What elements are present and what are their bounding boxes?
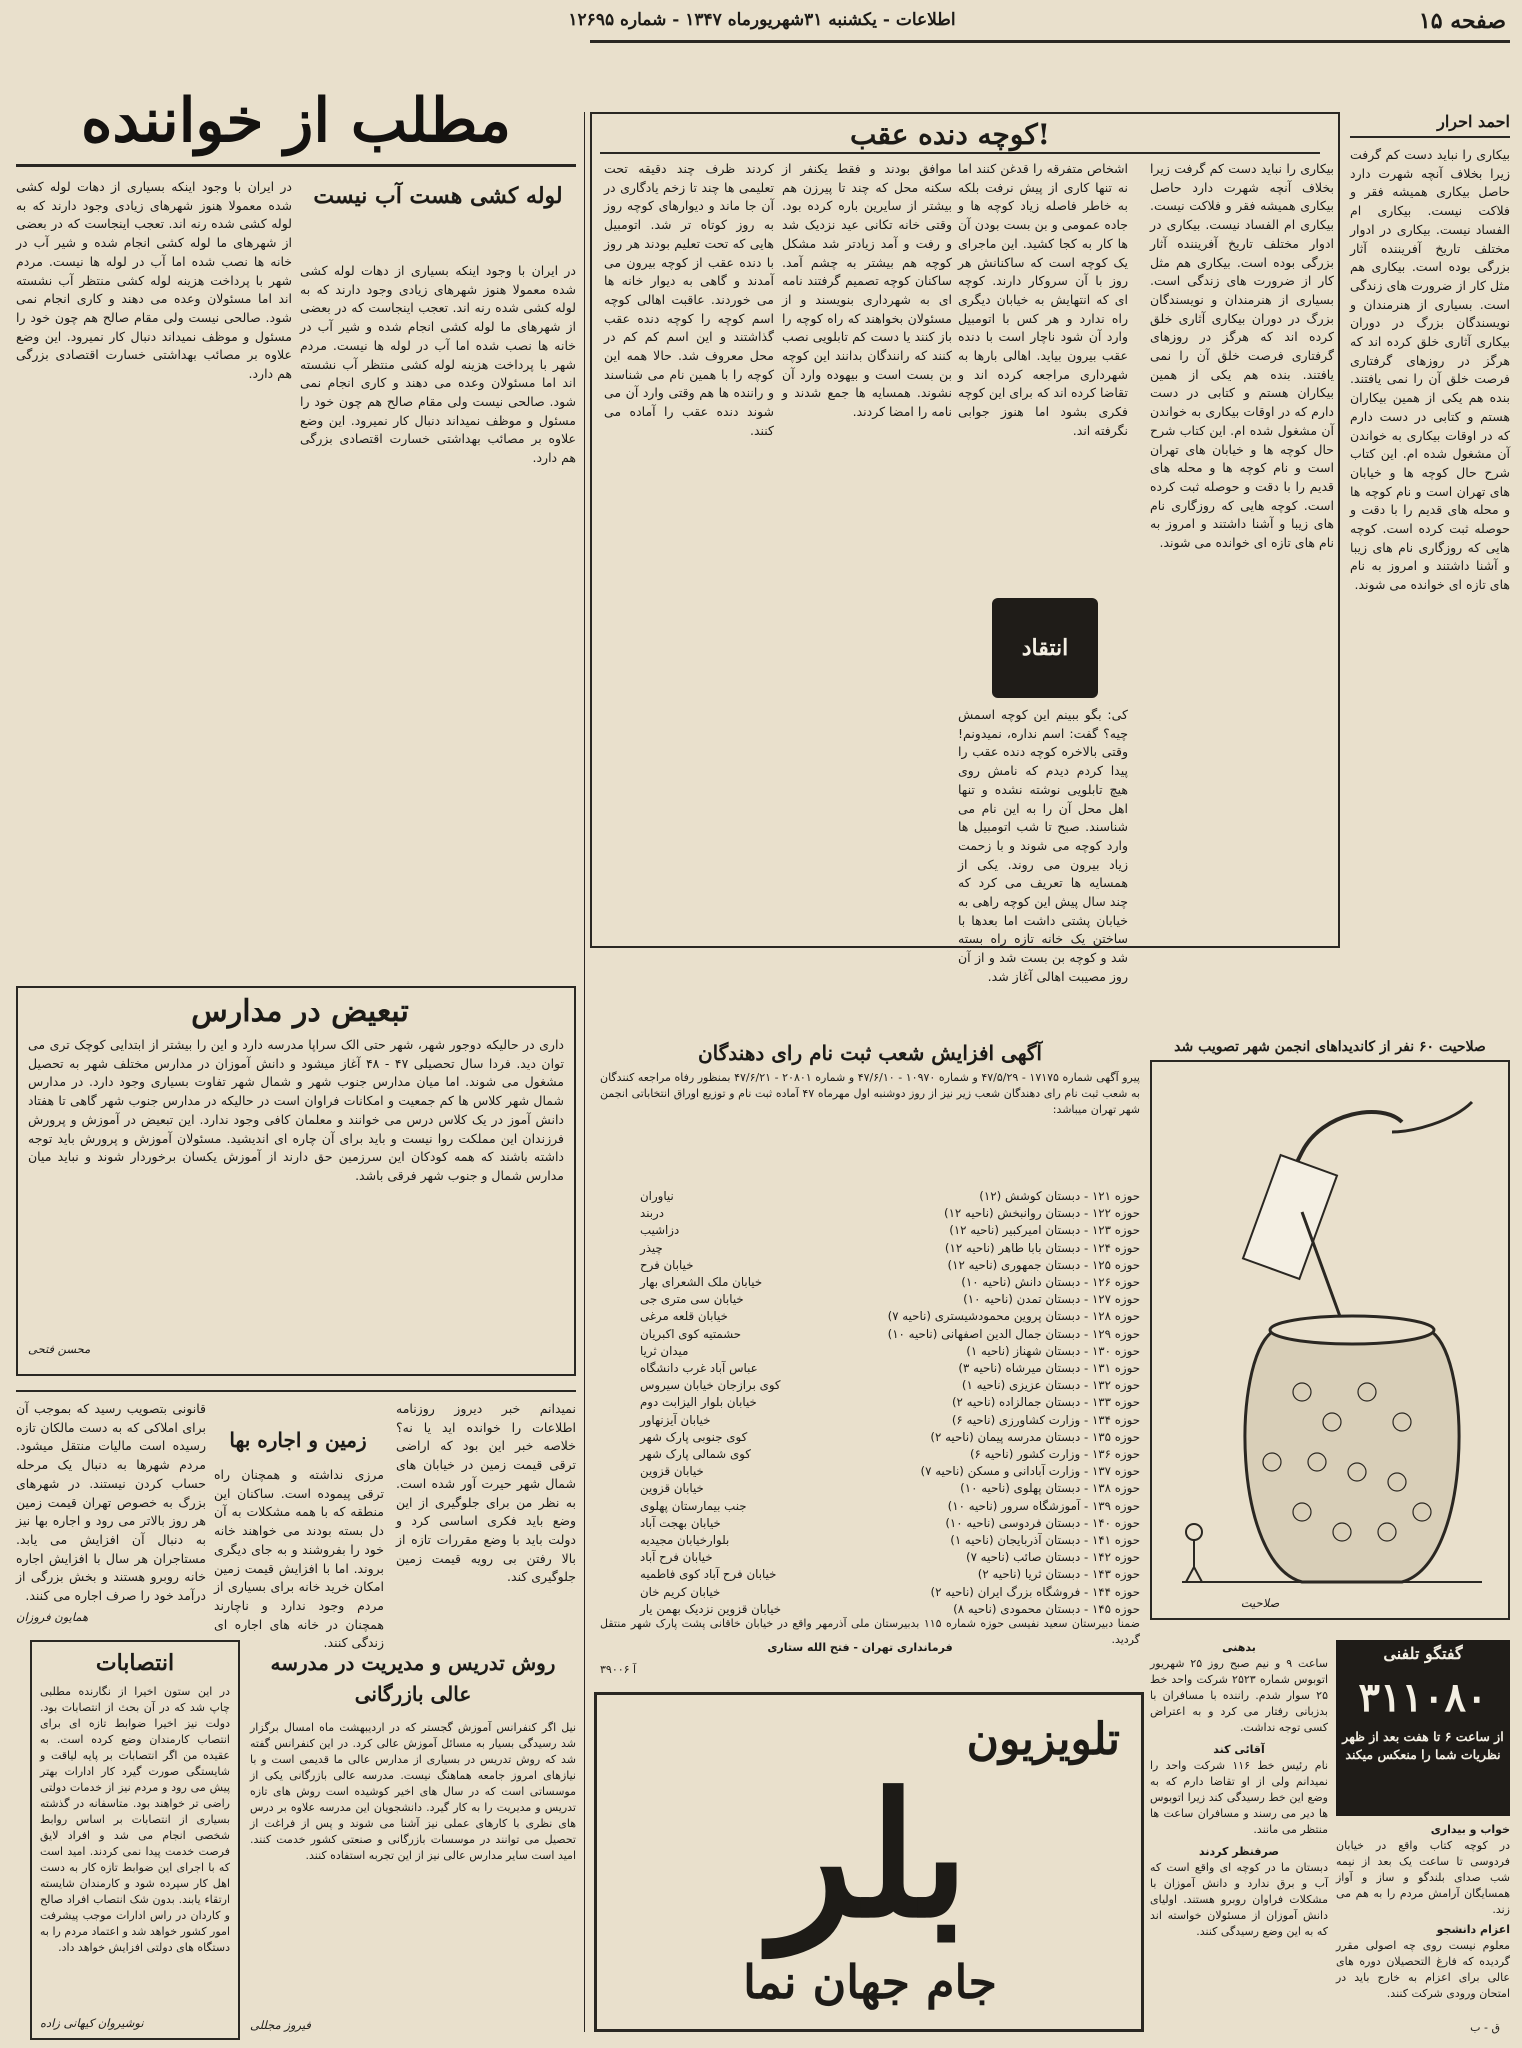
ad-notice-code: آ ۳۹۰۰۶	[600, 1663, 637, 1676]
footer-corner: ق - ب	[1470, 2021, 1500, 2034]
precinct-location: خیابان قزوین	[640, 1481, 704, 1496]
piping-text-a: در ایران با وجود اینکه بسیاری از دهات لوله کشی شده معمولا هنوز شهرهای زیادی وجود دارند که به لوله کشی شده رنه اند. تعجب اینجاست که در بعضی از شهرهای ما لوله کشی انجام شده و شیر آب در خانه ها نصب شده اما آب در لوله ها نیست. مردم شهر با پرداخت هزینه لوله کشی منتظر آب نشسته اند اما مسئولان وعده می دهند و کاری انجام نمی شود. صالحی نیست ولی مقام صالح هم چون خود را مسئول و موظف نمیداند دنبال کار نمیرود. این وضع علاوه بر مصائب بهداشتی خسارت اقتصادی بزرگی هم دارد.	[16, 179, 292, 382]
precinct-row	[640, 1188, 1140, 1205]
precinct-row	[640, 1463, 1140, 1480]
tv-ad-brand: بلر	[771, 1756, 969, 1956]
precinct-name: حوزه ۱۳۵ - دبستان مدرسه پیمان (ناحیه ۲)	[930, 1429, 1140, 1444]
precinct-name: حوزه ۱۲۱ - دبستان کوشش (۱۲)	[979, 1189, 1140, 1203]
phone-caption: از ساعت ۶ تا هفت بعد از ظهر نظریات شما را منعکس میکند	[1342, 1729, 1504, 1762]
precinct-name: حوزه ۱۲۲ - دبستان روانبخش (ناحیه ۱۲)	[943, 1206, 1140, 1221]
precinct-name: حوزه ۱۳۱ - دبستان میرشاه (ناحیه ۳)	[958, 1361, 1140, 1376]
publication-line: اطلاعات - یکشنبه ۳۱شهریورماه ۱۳۴۷ - شماره ۱۲۶۹۵	[568, 10, 956, 30]
discrimination-text: داری در حالیکه دوجور شهر، شهر حتی الک سراپا مدرسه دارد و این را بیشتر از ابتدایی کوچک تری می توان دید. فردا سال تحصیلی ۴۷ - ۴۸ آغاز میشود و دانش آموزان در مدارس مختلف شهر به تحصیل مشغول می شوند. اما میان مدارس جنوب شهر و شمال شهر تفاوت بسیاری وجود دارد. در مدارس شمال شهر کلاس ها کم جمعیت و امکانات فراوان است در حالیکه در مدارس جنوب شهر گاهی تا هفتاد دانش آموز در یک کلاس درس می خوانند و معلمان کافی وجود ندارد. این تبعیض در آموزش و پرورش فرزندان این مملکت روا نیست و باید برای آن چاره ای اندیشید. مسئولان آموزش و پرورش باید توجه داشته باشند که همه کودکان این سرزمین حق دارند از آموزش یکسان برخوردار شوند و نباید میان مدارس شمال و جنوب شهر فرقی باشد.	[28, 1037, 564, 1183]
management-text: نیل اگر کنفرانس آموزش گجستر که در اردیبهشت ماه امسال برگزار شد رسیدگی بسیار به مسائل آموزش عالی کرد. در این کنفرانس گفته شد که روش تدریس در بسیاری از مدارس عالی ما قدیمی است و با نیازهای امروز جامعه هماهنگ نیست. مدرسه عالی بازرگانی یکی از موسساتی است که در سال های اخیر کوشیده است روش های تازه تدریس و مدیریت را به کار گیرد. دانشجویان این مدرسه علاوه بر درس های نظری با کارهای عملی نیز آشنا می شوند و پس از فراغت از تحصیل می توانند در موسسات بازرگانی و صنعتی کشور خدمت کنند. امید است سایر مدارس عالی نیز از این تجربه استفاده کنند.	[250, 1721, 576, 1862]
precinct-location: خیابان سی متری جی	[640, 1292, 744, 1307]
precinct-name: حوزه ۱۳۰ - دبستان شهناز (ناحیه ۱)	[966, 1343, 1140, 1358]
alley-author: احمد احرار	[1350, 112, 1510, 138]
precinct-name: حوزه ۱۲۹ - دبستان جمال الدین اصفهانی (ناحیه ۱۰)	[887, 1326, 1140, 1341]
banner-title	[16, 76, 576, 166]
precinct-row	[640, 1446, 1140, 1463]
precinct-location: خیابان فرح آباد کوی فاطمیه	[640, 1567, 777, 1582]
alley-dialog: کی: بگو ببینم این کوچه اسمش چیه؟ گفت: اسم نداره، نمیدونم! وقتی بالاخره کوچه دنده عقب را پیدا کردم دیدم که نامش روی هیچ تابلویی نوشته نشده و تنها اهل محل آن را به این نام می شناسند. صبح تا شب اتومبیل ها وارد کوچه می شوند و با زحمت زیاد بیرون می روند. یکی از همسایه ها تعریف می کرد که چند سال پیش این کوچه راهی به خیابان پشتی داشت اما بعدها با ساختن یک خانه تازه راه بسته شد و کوچه بن بست شد و از آن روز مصیبت اهالی آغاز شد.	[958, 707, 1128, 984]
phone-item-text: معلوم نیست روی چه اصولی مقرر گردیده که فارغ التحصیلان دوره های عالی برای اعزام به خارج باید در امتحان ورودی شرکت کنند.	[1336, 1939, 1510, 2000]
complaints-column	[1150, 1640, 1328, 2040]
precinct-row	[640, 1549, 1140, 1566]
land-col-c: نمیدانم خبر دیروز روزنامه اطلاعات را خوانده اید یا نه؟ خلاصه خبر این بود که اراضی ترقی قیمت زمین در خیابان های شمال شهر حیرت آور شده است. به نظر من برای جلوگیری از این وضع باید فکری اساسی کرد و دولت باید با وضع مقررات تازه از بالا رفتن بی رویه قیمت زمین جلوگیری کند.	[396, 1401, 576, 1585]
complaint-text: ساعت ۹ و نیم صبح روز ۲۵ شهریور اتوبوس شماره ۲۵۲۳ شرکت واحد خط ۲۵ سوار شدم. راننده با مسافران با بدزبانی رفتار می کرد و به اعتراض کسی توجه نداشت.	[1150, 1657, 1329, 1734]
precinct-location: چیذر	[640, 1240, 663, 1255]
land-title: زمین و اجاره بها	[229, 1428, 367, 1452]
precinct-location: خیابان بهجت آباد	[640, 1515, 721, 1530]
alley-col2: اشخاص متفرقه را قدغن کنند اما نه تنها کاری از پیش نرفت بلکه به خاطر فاصله زیاد کوچه ها و جاده عمومی و بن بست بودن آن ها کار به کجا کشید. این ماجرای یک کوچه است که ساکنانش هر روز با آن سروکار دارند. کوچه ای که انتهایش به خیابان دیگری راه ندارد و هر کس با اتومبیل وارد آن شود ناچار است با دنده عقب بیرون بیاید. اهالی بارها به شهرداری مراجعه کرده اند و تقاضا کرده اند که برای این کوچه فکری بشود اما هنوز جوابی نگرفته اند.	[958, 161, 1128, 438]
precinct-location: جنب بیمارستان پهلوی	[640, 1498, 747, 1513]
alley-col4: کردند ظرف چند دقیقه تحت تعلیمی ها چند تا زخم یادگاری در آن جا ماند و دیوارهای کوچه روز به روز کوتاه تر شد. اتومبیل هایی که تحت تعلیم بودند هر روز با دنده عقب از کوچه بیرون می آمدند و گاهی به دیوار خانه ها می خوردند. عاقبت اهالی کوچه اسم کوچه را کوچه دنده عقب گذاشتند و این اسم کم کم در محل معروف شد. حالا همه این کوچه را با همین نام می شناسند و راننده ها هم وقتی وارد آن می شوند دنده عقب را آماده می کنند.	[604, 161, 774, 438]
precinct-name: حوزه ۱۴۴ - فروشگاه بزرگ ایران (ناحیه ۲)	[930, 1584, 1140, 1599]
precinct-name: حوزه ۱۳۶ - وزارت کشور (ناحیه ۶)	[969, 1447, 1140, 1462]
precinct-row	[640, 1308, 1140, 1325]
precinct-row	[640, 1326, 1140, 1343]
cartoon-caption: صلاحیت ۶۰ نفر از کاندیداهای انجمن شهر تصویب شد	[1174, 1039, 1486, 1055]
precinct-name: حوزه ۱۴۱ - دبستان آذربایجان (ناحیه ۱)	[950, 1533, 1140, 1548]
precinct-name: حوزه ۱۲۴ - دبستان بابا طاهر (ناحیه ۱۲)	[944, 1240, 1140, 1255]
land-col-b: مرزی نداشته و همچنان راه ترقی پیموده است. ساکنان این منطقه که با همه مشکلات به آن دل بسته بودند می خواهند خانه خود را بفروشند و به جای دیگری بروند. اما با افزایش قیمت زمین امکان خرید خانه برای بسیاری از مردم وجود ندارد و ناچارند همچنان در خانه های اجاره ای زندگی کنند.	[214, 1467, 384, 1651]
precinct-name: حوزه ۱۲۸ - دبستان پروین محمودشیستری (ناحیه ۷)	[887, 1309, 1140, 1324]
discrimination-author: محسن فتحی	[28, 1342, 91, 1356]
precinct-row	[640, 1343, 1140, 1360]
precinct-location: خیابان فرح	[640, 1257, 694, 1272]
precinct-location: کوی شمالی پارک شهر	[640, 1447, 751, 1462]
precinct-location: دربند	[640, 1206, 664, 1221]
piping-text-b: در ایران با وجود اینکه بسیاری از دهات لوله کشی شده معمولا هنوز شهرهای زیادی وجود دارند که به لوله کشی شده رنه اند. تعجب اینجاست که در بعضی از شهرهای ما لوله کشی انجام شده و شیر آب در خانه ها نصب شده اما آب در لوله ها نیست. مردم شهر با پرداخت هزینه لوله کشی منتظر آب نشسته اند اما مسئولان وعده می دهند و کاری انجام نمی شود. صالحی نیست ولی مقام صالح هم چون خود را مسئول و موظف نمیداند دنبال کار نمیرود. این وضع علاوه بر مصائب بهداشتی خسارت اقتصادی بزرگی هم دارد.	[300, 263, 576, 466]
phone-number: ۳۱۱۰۸۰	[1358, 1674, 1488, 1721]
precinct-location: خیابان قزوین نزدیک بهمن یار	[640, 1601, 782, 1616]
phone-item-text: در کوچه کتاب واقع در خیابان فردوسی تا ساعت یک بعد از نیمه شب صدای بلندگو و ساز و آواز همسایگان آرامش مردم را به هم می زند.	[1336, 1839, 1510, 1916]
complaint-title: صرفنظر کردند	[1199, 1845, 1279, 1858]
ad-notice-intro: پیرو آگهی شماره ۱۷۱۷۵ - ۴۷/۵/۲۹ و شماره ۱۰۹۷۰ - ۴۷/۶/۱۰ و شماره ۲۰۸۰۱ - ۴۷/۶/۲۱ بمنظور رفاه مراجعه کنندگان به شعب ثبت نام رای دهندگان شعب زیر نیز از روز دوشنبه اول مهرماه ۴۷ آماده ثبت نام و توزیع اوراق انتخاباتی انجمن شهر تهران میباشد:	[600, 1071, 1140, 1116]
cartoon-illustration	[1152, 1062, 1508, 1618]
precinct-name: حوزه ۱۳۴ - وزارت کشاورزی (ناحیه ۶)	[951, 1412, 1140, 1427]
precinct-location: نیاوران	[640, 1189, 674, 1203]
tv-ad-top: تلویزیون	[966, 1714, 1120, 1765]
alley-col1b: بیکاری را نباید دست کم گرفت زیرا بخلاف آنچه شهرت دارد حاصل بیکاری همیشه فقر و فلاکت نیست. بیکاری ام الفساد نیست. بیکاری در ادوار مختلف تاریخ آفریننده آثار بزرگی بوده است. بیکاری هم مثل کار از ضرورت های زندگی است. بسیاری از هنرمندان و نویسندگان بزرگ در دوران بیکاری آثاری خلق کرده اند که هرگز در روزهای گرفتاری فرصت خلق آن را نمی یافتند. بنده هم یکی از همین بیکاران هستم و کتابی در دست دارم که در اوقات بیکاری به خواندن آن مشغول شده ام. این کتاب شرح حال کوچه ها و خیابان های تهران است و نام کوچه ها و محله های قدیم را با دقت و حوصله ثبت کرده است. کوچه هایی که روزگاری نام های زیبا و آشنا داشتند و امروز به نام های تازه ای خوانده می شوند.	[1150, 161, 1334, 551]
management-author: فیروز مجللی	[250, 2018, 311, 2032]
alley-col1: بیکاری را نباید دست کم گرفت زیرا بخلاف آنچه شهرت دارد حاصل بیکاری همیشه فقر و فلاکت نیست. بیکاری ام الفساد نیست. بیکاری در ادوار مختلف تاریخ آفریننده آثار بزرگی بوده است. بیکاری هم مثل کار از ضرورت های زندگی است. بسیاری از هنرمندان و نویسندگان بزرگ در دوران بیکاری آثاری خلق کرده اند که هرگز در روزهای گرفتاری فرصت خلق آن را نمی یافتند. بنده هم یکی از همین بیکاران هستم و کتابی در دست دارم که در اوقات بیکاری به خواندن آن مشغول شده ام. این کتاب شرح حال کوچه ها و خیابان های تهران است و نام کوچه ها و محله های قدیم را با دقت و حوصله ثبت کرده است. کوچه هایی که روزگاری نام های زیبا و آشنا داشتند و امروز به نام های تازه ای خوانده می شوند.	[1350, 147, 1510, 593]
precinct-location: خیابان فرح آباد	[640, 1550, 713, 1565]
precinct-name: حوزه ۱۲۵ - دبستان جمهوری (ناحیه ۱۲)	[947, 1257, 1140, 1272]
precinct-location: کوی جنوبی پارک شهر	[640, 1429, 748, 1444]
precinct-row	[640, 1274, 1140, 1291]
phone-item-title: خواب و بیداری	[1430, 1823, 1510, 1836]
ad-precinct-list	[640, 1188, 1140, 1618]
precinct-location: میدان ثریا	[640, 1343, 689, 1358]
precinct-row	[640, 1257, 1140, 1274]
precinct-row	[640, 1480, 1140, 1497]
piping-title: لوله کشی هست آب نیست	[313, 183, 563, 209]
phone-box	[1336, 1640, 1510, 1816]
management-title: روش تدریس و مدیریت در مدرسه عالی بازرگانی	[270, 1651, 556, 1706]
precinct-row	[640, 1412, 1140, 1429]
precinct-location: عباس آباد غرب دانشگاه	[640, 1361, 758, 1376]
precinct-location: خیابان قلعه مرغی	[640, 1309, 728, 1324]
land-author: همایون فروزان	[16, 1610, 89, 1624]
precinct-row	[640, 1240, 1140, 1257]
precinct-name: حوزه ۱۴۰ - دبستان فردوسی (ناحیه ۱۰)	[945, 1515, 1140, 1530]
precinct-row	[640, 1532, 1140, 1549]
precinct-name: حوزه ۱۴۲ - دبستان صائب (ناحیه ۷)	[965, 1550, 1140, 1565]
precinct-row	[640, 1377, 1140, 1394]
precinct-row	[640, 1584, 1140, 1601]
ad-notice-signature: فرمانداری تهران - فتح الله ستاری	[767, 1641, 953, 1654]
precinct-row	[640, 1429, 1140, 1446]
complaint-text: دبستان ما در کوچه ای واقع است که آب و برق ندارد و دانش آموزان با مشکلات فراوان روبرو هستند. اولیای دانش آموزان از مسئولان خواسته اند که به این وضع رسیدگی کنند.	[1150, 1861, 1328, 1938]
banner-title-text: مطلب از خواننده	[80, 86, 512, 156]
precinct-location: دزاشیب	[640, 1223, 680, 1238]
page-number: صفحه ۱۵	[1418, 8, 1506, 34]
appointments-author: نوشیروان کیهانی زاده	[40, 2016, 144, 2030]
precinct-row	[640, 1360, 1140, 1377]
cartoon-artist: صلاحیت	[1240, 1596, 1280, 1610]
precinct-name: حوزه ۱۲۷ - دبستان تمدن (ناحیه ۱۰)	[963, 1292, 1140, 1307]
complaint-title: بدهنی	[1222, 1641, 1256, 1654]
discrimination-title: تبعیض در مدارس	[191, 994, 409, 1029]
column-separator	[584, 112, 585, 2032]
precinct-location: خیابان بلوار الیزابت دوم	[640, 1395, 757, 1410]
masthead-rule	[590, 40, 1510, 43]
precinct-name: حوزه ۱۳۳ - دبستان جمالزاده (ناحیه ۲)	[951, 1395, 1140, 1410]
tv-ad-bottom: جام جهان نما	[743, 1955, 997, 2009]
precinct-location: بلوارخیابان مجیدیه	[640, 1533, 730, 1548]
precinct-name: حوزه ۱۳۲ - دبستان عزیزی (ناحیه ۱)	[961, 1378, 1140, 1393]
critique-badge: انتقاد	[992, 598, 1098, 698]
precinct-name: حوزه ۱۴۵ - دبستان محمودی (ناحیه ۸)	[953, 1601, 1140, 1616]
precinct-name: حوزه ۱۳۷ - وزارت آبادانی و مسکن (ناحیه ۷)	[920, 1464, 1140, 1479]
banner-rule	[16, 164, 576, 167]
land-col-a: قانونی بتصویب رسید که بموجب آن برای املاکی که به دست مالکان تازه رسیده است مالیات منتقل میشود. مردم شهرها به دنبال یک مرحله حساب کردن نیستند. در شهرهای بزرگ به خصوص تهران قیمت زمین هر روز بالاتر می رود و اجاره بها نیز به دنبال آن افزایش می یابد. مستاجران هر سال با افزایش اجاره خانه روبرو هستند و بخش بزرگی از درآمد خود را صرف اجاره می کنند.	[16, 1401, 206, 1604]
complaint-text: نام رئیس خط ۱۱۶ شرکت واحد را نمیدانم ولی از او تقاضا دارم که به وضع این خط رسیدگی کند زیرا اتوبوس ها دیر می رسند و مسافران ساعت ها منتظر می مانند.	[1150, 1759, 1328, 1836]
precinct-location: کوی برازجان خیابان سیروس	[640, 1378, 781, 1393]
land-top-rule	[16, 1390, 576, 1392]
ad-notice-closing: ضمنا دبیرستان سعید نفیسی حوزه شماره ۱۱۵ بدبیرستان ملی آذرمهر واقع در خیابان خاقانی پشت پارک شهر منتقل گردید.	[600, 1617, 1140, 1646]
ad-notice-title: آگهی افزایش شعب ثبت نام رای دهندگان	[697, 1041, 1042, 1065]
precinct-row	[640, 1394, 1140, 1411]
precinct-name: حوزه ۱۳۹ - آموزشگاه سرور (ناحیه ۱۰)	[947, 1498, 1140, 1513]
precinct-location: خیابان ملک الشعرای بهار	[640, 1275, 763, 1290]
phone-item-title: اعزام دانشجو	[1436, 1923, 1510, 1936]
precinct-row	[640, 1291, 1140, 1308]
precinct-name: حوزه ۱۴۳ - دبستان ثریا (ناحیه ۲)	[977, 1567, 1140, 1582]
precinct-row	[640, 1205, 1140, 1222]
precinct-row	[640, 1515, 1140, 1532]
precinct-location: خیابان قزوین	[640, 1464, 704, 1479]
complaint-title: آقائی کند	[1213, 1743, 1265, 1756]
precinct-row	[640, 1222, 1140, 1239]
precinct-name: حوزه ۱۲۳ - دبستان امیرکبیر (ناحیه ۱۲)	[949, 1223, 1140, 1238]
precinct-row	[640, 1498, 1140, 1515]
precinct-name: حوزه ۱۳۸ - دبستان پهلوی (ناحیه ۱۰)	[960, 1481, 1140, 1496]
appointments-title: انتصابات	[95, 1650, 175, 1676]
phone-items	[1336, 1822, 1510, 2022]
precinct-row	[640, 1566, 1140, 1583]
alley-title-rule	[600, 152, 1320, 154]
alley-title: کوچه دنده عقب!	[850, 118, 1050, 151]
precinct-location: حشمتیه کوی اکبریان	[640, 1326, 742, 1341]
appointments-text: در این ستون اخیرا از نگارنده مطلبی چاپ شد که در آن بحث از انتصابات بود. دولت نیز اخیرا ضوابط تازه ای برای انتصاب کارمندان وضع کرده است. به عقیده من اگر انتصابات بر پایه لیاقت و شایستگی صورت گیرد کار ادارات بهتر پیش می رود و مردم نیز از خدمات دولتی راضی تر خواهند بود. متاسفانه در گذشته بسیاری از انتصابات بر اساس روابط شخصی انجام می شد و افراد لایق فرصت خدمت پیدا نمی کردند. امید است که با اجرای این ضوابط تازه کار به دست اهل کار سپرده شود و کارمندان شایسته ارتقاء یابند. بدون شک انتصاب افراد صالح و کاردان در راس ادارات موجب پیشرفت امور کشور خواهد شد و اعتماد مردم را به دستگاه های دولتی افزایش خواهد داد.	[40, 1685, 230, 1954]
phone-label: گفتگو تلفنی	[1383, 1644, 1463, 1663]
alley-col3: موافق بودند و فقط یکنفر از سکنه محل که چند تا پیرزن هم بیشتر از سایرین باره کرده بود. وقتی خانه تکانی عید نزدیک شد و رفت و آمد زیادتر شد مشکل کوچه هم بیشتر به چشم آمد. ساکنان کوچه تصمیم گرفتند نامه ای به شهرداری بنویسند و از مسئولان بخواهند که راه کوچه را باز کنند یا دست کم تابلویی نصب کنند که رانندگان بدانند این کوچه بن بست است و بیهوده وارد آن نشوند. همسایه ها جمع شدند و نامه را امضا کردند.	[782, 161, 952, 420]
precinct-location: خیابان کریم خان	[640, 1584, 721, 1599]
precinct-name: حوزه ۱۲۶ - دبستان دانش (ناحیه ۱۰)	[961, 1275, 1140, 1290]
precinct-location: خیابان آیزنهاور	[640, 1412, 711, 1427]
